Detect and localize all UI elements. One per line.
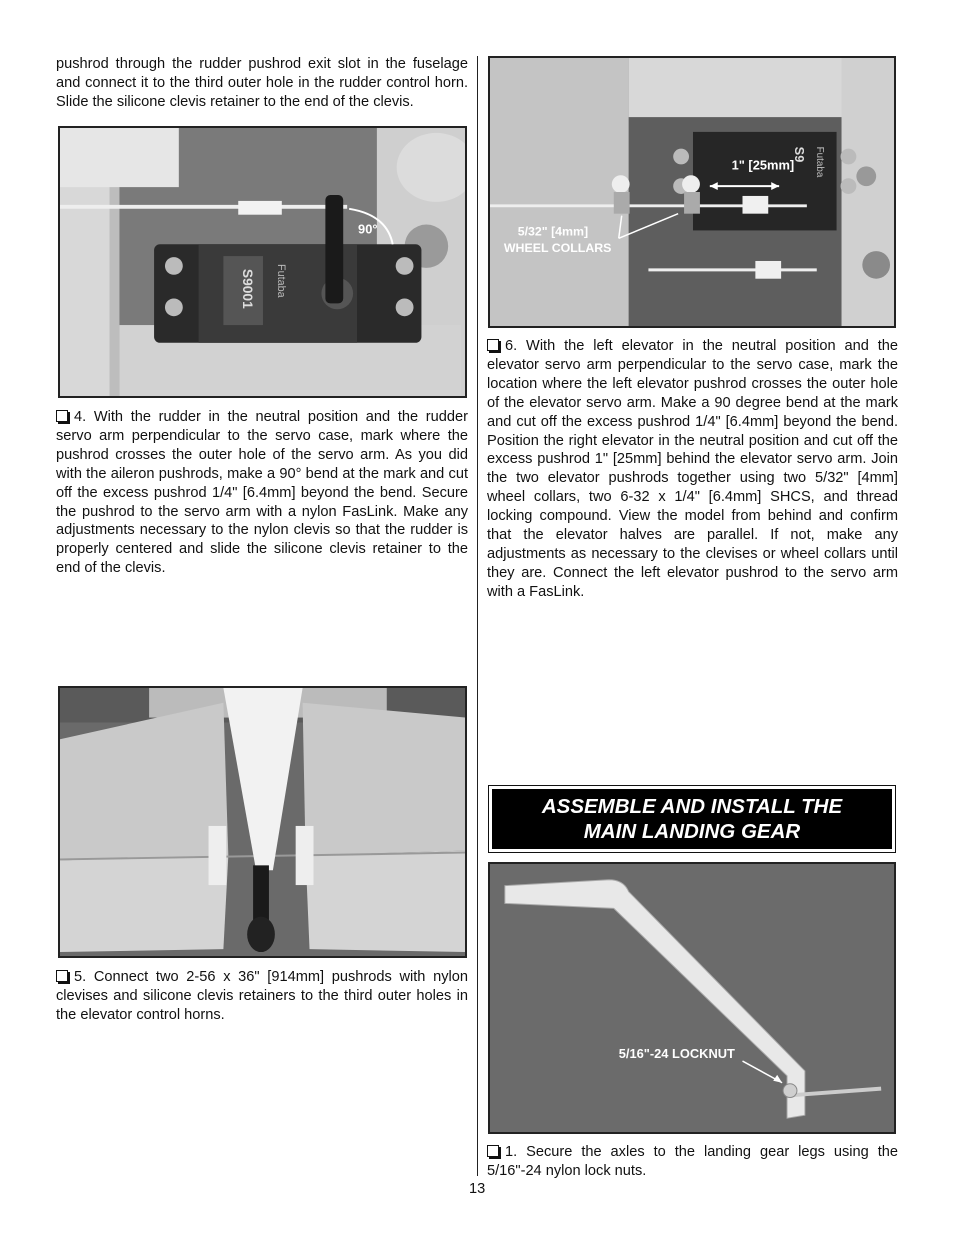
rudder-servo-image <box>60 128 465 396</box>
locknut-label: 5/16"-24 LOCKNUT <box>618 1046 735 1062</box>
elevator-servo-image <box>490 58 894 326</box>
servo-model-text: S9001 <box>240 268 257 309</box>
collar-label-line1: 5/32" [4mm] <box>517 224 589 239</box>
step4-checkbox[interactable] <box>56 410 68 422</box>
step1-text: 1. Secure the axles to the landing gear legs using the 5/16"-24 nylon lock nuts. <box>487 1144 898 1179</box>
intro-paragraph <box>56 55 468 112</box>
elevator-servo-photo <box>488 56 896 328</box>
landing-gear-image <box>490 864 894 1132</box>
dimension-label: 1" [25mm] <box>731 157 795 173</box>
section-heading-line2: MAIN LANDING GEAR <box>583 820 801 843</box>
servo-brand-text-2: Futaba <box>813 146 825 178</box>
step1-checkbox[interactable] <box>487 1145 499 1157</box>
collar-label-line2: WHEEL COLLARS <box>503 241 612 256</box>
rudder-servo-photo <box>58 126 467 398</box>
step5-checkbox[interactable] <box>56 970 68 982</box>
servo-brand-text: Futaba <box>274 263 287 298</box>
tail-elevator-image <box>60 688 465 956</box>
servo-model-text-2: S9 <box>791 146 808 163</box>
intro-text: pushrod through the rudder pushrod exit slot in the fuselage and connect it to the third outer hole in the rudder control horn. Slide the silicone clevis retainer to the end of the clevis. <box>56 56 468 110</box>
step4-paragraph <box>56 408 468 578</box>
page-number: 13 <box>469 1181 486 1197</box>
step6-paragraph <box>487 337 898 602</box>
angle-label: 90° <box>358 221 378 237</box>
step5-paragraph <box>56 968 468 1025</box>
step4-text: 4. With the rudder in the neutral position and the rudder servo arm perpendicular to the servo case, mark where the pushrod crosses the outer hole of the servo arm. As you did with the aileron pushrods, make a 90° bend at the mark and cut off the excess pushrod 1/4" [6.4mm] beyond the bend. Secure the pushrod to the servo arm with a nylon FasLink. Make any adjustments necessary to the nylon clevis so that the rudder is properly centered and slide the silicone clevis retainer to the end of the clevis. <box>56 409 468 577</box>
step6-text: 6. With the left elevator in the neutral position and the elevator servo arm perpendicular to the servo case, mark the location where the left elevator pushrod crosses the outer hole of the elevator servo arm. Make a 90 degree bend at the mark and cut off the excess pushrod 1/4" [6.4mm] beyond the bend. Position the right elevator in the neutral position and cut off the excess pushrod 1" [25mm] behind the elevator servo arm. Join the two elevator pushrods together using two 5/32" [4mm] wheel collars, two 6-32 x 1/4" [6.4mm] SHCS, and thread locking compound. View the model from behind and confirm that the elevator halves are parallel. If not, make any adjustments as necessary to the clevises or wheel collars until they are. Connect the left elevator pushrod to the servo arm with a FasLink. <box>487 338 898 600</box>
section-heading-line1: ASSEMBLE AND INSTALL THE <box>541 795 843 818</box>
landing-gear-photo <box>488 862 896 1134</box>
tail-elevator-photo <box>58 686 467 958</box>
section-heading <box>488 785 896 853</box>
step1-paragraph <box>487 1143 898 1181</box>
step5-text: 5. Connect two 2-56 x 36" [914mm] pushrods with nylon clevises and silicone clevis retainers to the third outer holes in the elevator control horns. <box>56 969 468 1023</box>
column-divider <box>477 56 478 1176</box>
step6-checkbox[interactable] <box>487 339 499 351</box>
